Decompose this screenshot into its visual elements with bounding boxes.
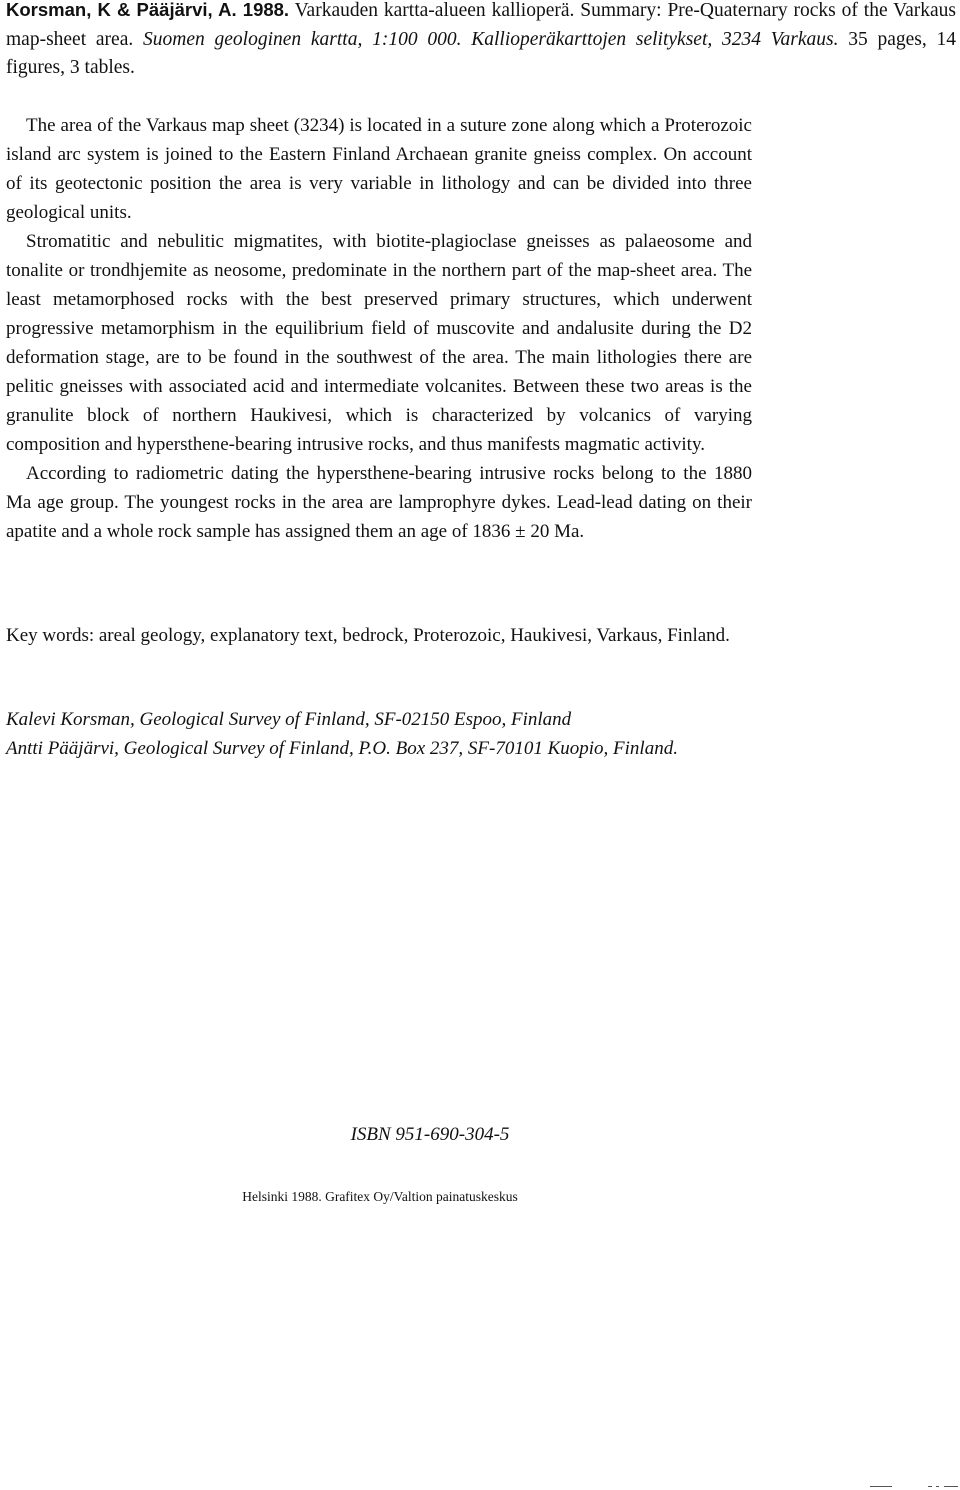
keywords: Key words: areal geology, explanatory text, bedrock, Proterozoic, Haukivesi, Varkaus, Finland. bbox=[6, 625, 730, 646]
citation-authors: Korsman, K & Pääjärvi, A. 1988. bbox=[6, 0, 290, 20]
isbn: ISBN 951-690-304-5 bbox=[350, 1124, 510, 1145]
author-affiliation: Antti Pääjärvi, Geological Survey of Finland, P.O. Box 237, SF-70101 Kuopio, Finland. bbox=[6, 738, 678, 759]
author-affiliations bbox=[6, 705, 766, 763]
imprint: Helsinki 1988. Grafitex Oy/Valtion painatuskeskus bbox=[242, 1189, 518, 1204]
citation-title: Varkauden kartta-alueen kallioperä. Summary: Pre-Quaternary rocks of the Varkaus map-sheet area. bbox=[6, 0, 956, 50]
abstract-paragraph: The area of the Varkaus map sheet (3234) is located in a suture zone along which a Proterozoic island arc system is joined to the Eastern Finland Archaean granite gneiss complex. On account of its geotectonic position the area is very variable in lithology and can be divided into three geological units. bbox=[6, 115, 752, 223]
bibliographic-citation bbox=[6, 0, 956, 83]
scan-mark bbox=[928, 1486, 932, 1487]
abstract bbox=[6, 111, 752, 546]
citation-extent: 35 pages, 14 figures, 3 tables. bbox=[6, 28, 957, 78]
citation-series: Suomen geologinen kartta, 1:100 000. Kallioperäkarttojen selitykset, 3234 Varkaus. bbox=[143, 28, 839, 50]
abstract-paragraph: Stromatitic and nebulitic migmatites, with biotite-plagioclase gneisses as palaeosome and tonalite or trondhjemite as neosome, predominate in the northern part of the map-sheet area. The least metamorphosed rocks with the best preserved primary structures, which underwent progressive metamorphism in the equilibrium field of muscovite and andalusite during the D2 deformation stage, are to be found in the southwest of the area. The main lithologies there are pelitic gneisses with associated acid and intermediate volcanites. Between these two areas is the granulite block of northern Haukivesi, which is characterized by volcanics of varying composition and hypersthene-bearing intrusive rocks, and thus manifests magmatic activity. bbox=[6, 231, 752, 455]
abstract-paragraph: According to radiometric dating the hypersthene-bearing intrusive rocks belong to the 1880 Ma age group. The youngest rocks in the area are lamprophyre dykes. Lead-lead dating on their apatite and a whole rock sample has assigned them an age of 1836 ± 20 Ma. bbox=[6, 463, 752, 542]
scan-mark bbox=[944, 1486, 958, 1487]
author-affiliation: Kalevi Korsman, Geological Survey of Finland, SF-02150 Espoo, Finland bbox=[6, 709, 572, 730]
scan-mark bbox=[936, 1486, 939, 1487]
scan-mark bbox=[870, 1486, 892, 1487]
